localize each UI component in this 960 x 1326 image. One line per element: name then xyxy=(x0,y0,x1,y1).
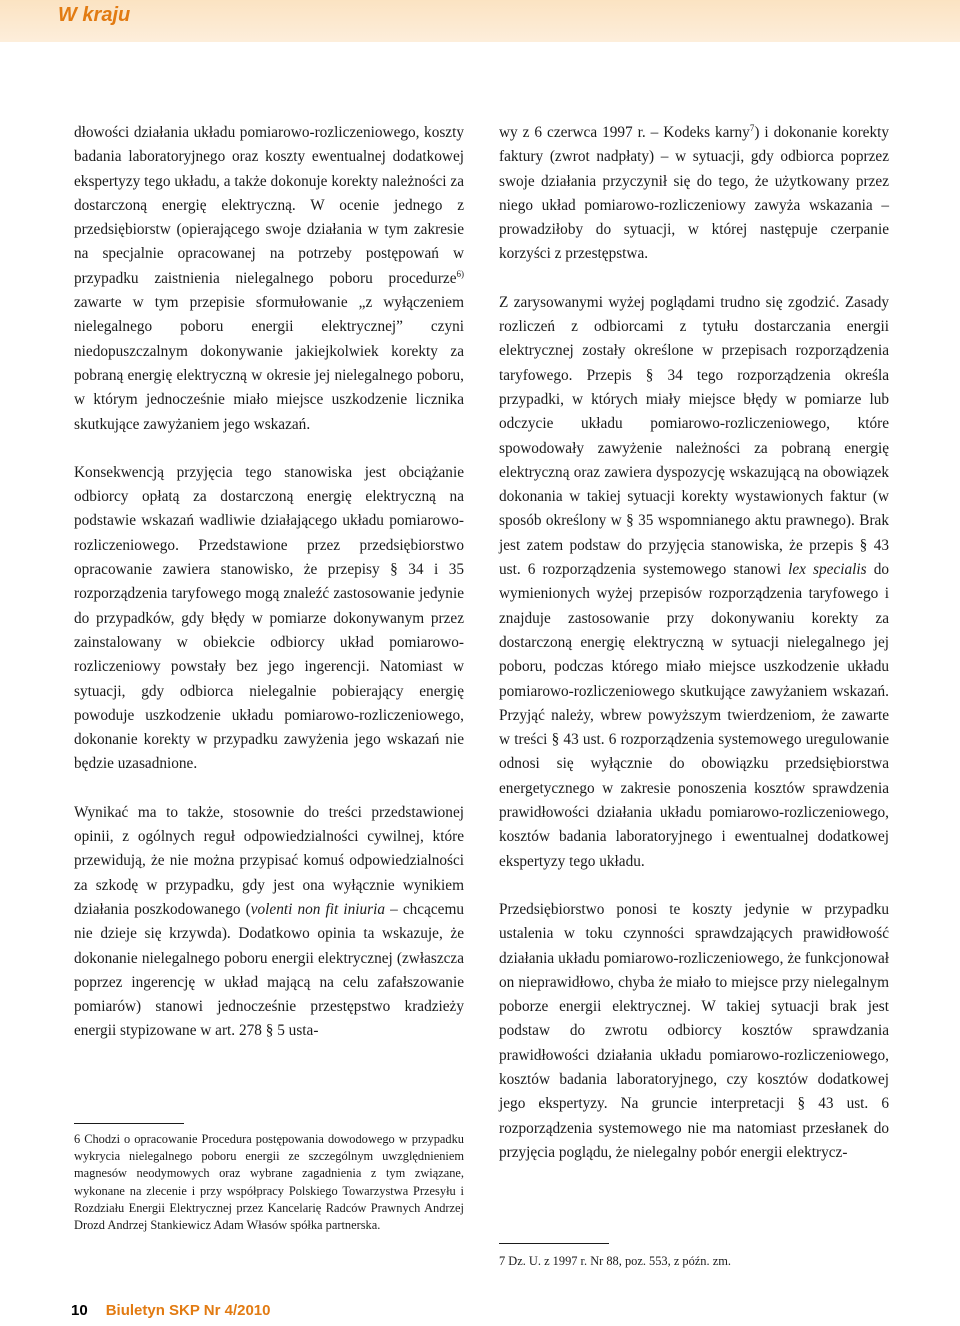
paragraph: Przedsiębiorstwo ponosi te koszty jedynie w przypadku ustalenia w toku czynności sprawdzających prawidłowość działania układu pomiarowo-rozliczeniowego, że funkcjonował on nieprawidłowo, chyba że miało to miejsce przy nielegalnym poborze energii elektrycznej. W takiej sytuacji brak jest podstaw do zwrotu odbiorcy kosztów sprawdzania prawidłowości działania układu pomiarowo-rozliczeniowego, kosztów badania laboratoryjnego, czy kosztów dodatkowej jego ekspertyzy. Na gruncie interpretacji § 43 ust. 6 rozporządzenia systemowego nie ma natomiast przesłanek do przyjęcia poglądu, że nielegalny pobór energii elektrycz- xyxy=(499,900,889,1161)
latin-phrase: lex specialis xyxy=(788,561,867,579)
paragraph: Z zarysowanymi wyżej poglądami trudno się zgodzić. Zasady rozliczeń z odbiorcami z tytułu dostarczania energii elektrycznej zostały określone w przepisach rozporządzenia taryfowego. Przepis § 34 tego rozporządzenia określa przypadki, w których miały miejsce błędy w pomiarze lub odczycie układu pomiarowo-rozliczeniowego, które spowodowały zawyżenie należności za pobraną energię elektryczną oraz zawiera dyspozycję wskazującą na obowiązek dokonania w takiej sytuacji korekty wystawionych faktur (w sposób określony w § 35 wspomnianego aktu prawnego). Brak jest zatem podstaw do przyjęcia stanowiska, że przepis § 43 ust. 6 rozporządzenia systemowego stanowi lex specialis do wymienionych wyżej przepisów rozporządzenia taryfowego i znajduje zastosowanie przy dokonywaniu korekty za dostarczoną energię elektryczną w sytuacji nielegalnego jej poboru, podczas którego miało miejsce uszkodzenie układu pomiarowo-rozliczeniowego skutkujące zawyżaniem wskazań. Przyjąć należy, wbrew powyższym twierdzeniom, że zawarte w treści § 43 ust. 6 rozporządzenia systemowego uregulowanie odnosi się wyłącznie do obowiązku przedsiębiorstwa energetycznego w zakresie ponoszenia kosztów sprawdzenia prawidłowości działania układu pomiarowo-rozliczeniowego, kosztów badania laboratoryjnego i ewentualnej dodatkowej ekspertyzy tego układu. xyxy=(499,293,889,870)
footnote-rule xyxy=(499,1243,609,1244)
paragraph: Wynikać ma to także, stosownie do treści przedstawionej opinii, z ogólnych reguł odpowiedzialności cywilnej, które przewidują, że nie można przypisać komuś odpowiedzialności za szkodę w przypadku, gdy jest ona wyłącznie wynikiem działania poszkodowanego (volenti non fit iniuria – chcącemu nie dzieje się krzywda). Dodatkowo opinia ta wskazuje, że dokonanie nielegalnego poboru energii elektrycznej (zwłaszcza poprzez ingerencję w układ mającą na celu zafałszowanie pomiarów) stanowi jednocześnie przestępstwo kradzieży energii stypizowane w art. 278 § 5 usta- xyxy=(74,803,464,1040)
paragraph: dłowości działania układu pomiarowo-rozliczeniowego, koszty badania laboratoryjnego oraz koszty ewentualnej dodatkowej ekspertyzy tego układu, a także dokonuje korekty należności za dostarczoną energię elektryczną. W ocenie jednego z przedsiębiorstw (opierającego swoje działania w tym zakresie na specjalnie opracowanej na potrzeby postępowań w przypadku zaistnienia nielegalnego poboru procedurze$^{6)}$ zawarte w tym przepisie sformułowanie „z wyłączeniem nielegalnego poboru energii elektrycznej” czyni niedopuszczalnym dokonywanie jakiejkolwiek korekty za pobraną energię elektryczną w okresie jej nielegalnego poboru, w którym jednocześnie miało miejsce uszkodzenie licznika skutkujące zawyżaniem jego wskazań. xyxy=(74,124,464,433)
section-label: W kraju xyxy=(58,4,131,26)
paragraph: wy z 6 czerwca 1997 r. – Kodeks karny$^7$) i dokonanie korekty faktury (zwrot nadpłaty) – w sytuacji, gdy odbiorca poprzez swoje działania przyczynił się do tego, że użytkowany przez niego układ pomiarowo-rozliczeniowy zawyża wskazania – prowadziłoby do sytuacji, w której następuje czerpanie korzyści z przestępstwa. xyxy=(499,122,889,263)
footnote-ref: 7 xyxy=(749,122,755,133)
footnote-7: 7 Dz. U. z 1997 r. Nr 88, poz. 553, z późn. zm. xyxy=(499,1254,731,1268)
paragraph: Konsekwencją przyjęcia tego stanowiska jest obciążanie odbiorcy opłatą za dostarczoną energię elektryczną na podstawie wskazań wadliwie działającego układu pomiarowo-rozliczeniowego. Przedstawione przez przedsiębiorstwo opracowanie zawiera stanowisko, że przepisy § 34 i 35 rozporządzenia taryfowego mogą znaleźć zastosowanie jedynie do przypadków, gdy błędy w pomiarze dokonywanym przez zainstalowany w obiekcie odbiorcy układ pomiarowo-rozliczeniowy powstały bez jego ingerencji. Natomiast w sytuacji, gdy odbiorca nielegalnie pobierający energię powoduje uszkodzenie układu pomiarowo-rozliczeniowego, dokonanie korekty w przypadku zawyżenia jego wskazań nie będzie uzasadnione. xyxy=(74,463,464,773)
publication-title: Biuletyn SKP Nr 4/2010 xyxy=(105,1302,271,1319)
header-band xyxy=(0,0,960,42)
page-footer xyxy=(71,1302,270,1319)
page-number: 10 xyxy=(71,1302,88,1319)
footnote-6: 6 Chodzi o opracowanie Procedura postępowania dowodowego w przypadku wykrycia nielegalnego poboru energii ze szczególnym uwzględnieniem magnesów neodymowych oraz wybrane zagadnienia z tym związane, wykonane na zlecenie i przy współpracy Polskiego Towarzystwa Przesyłu i Rozdziału Energii Elektrycznej przez Kancelarię Radców Prawnych Andrzej Drozd Andrzej Stankiewicz Adam Własów spółka partnerska. xyxy=(74,1132,464,1233)
footnote-ref: 6) xyxy=(456,268,464,279)
left-column xyxy=(74,121,464,1068)
right-column xyxy=(499,121,889,1189)
footnote-rule xyxy=(74,1123,184,1124)
latin-phrase: volenti non fit iniuria xyxy=(250,900,385,918)
